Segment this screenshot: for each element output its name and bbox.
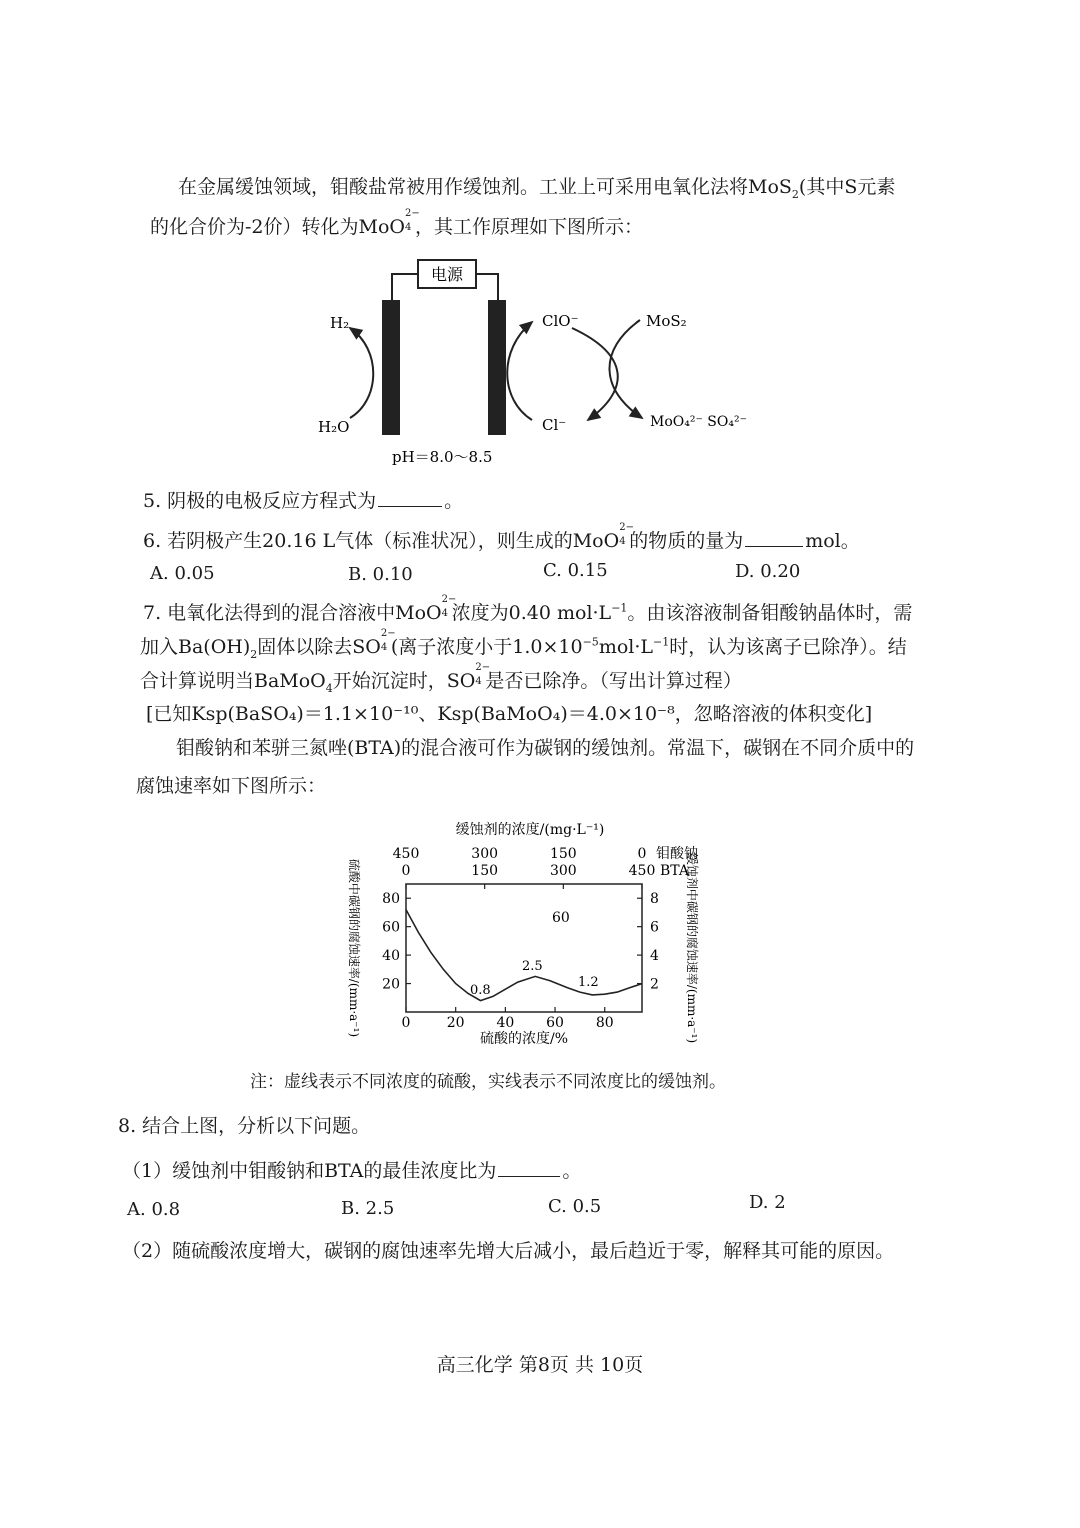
chart-title: 缓蚀剂的浓度/(mg·L⁻¹) xyxy=(455,822,605,838)
q8-option-c[interactable]: C. 0.5 xyxy=(548,1196,602,1217)
top-tick-bta-label: 300 xyxy=(549,863,577,879)
intro2-line-1: 钼酸钠和苯骈三氮唑(BTA)的混合液可作为碳钢的缓蚀剂。常温下，碳钢在不同介质中的 xyxy=(176,737,915,759)
top-tick-bta-label: 450 xyxy=(628,863,656,879)
annotation-1-2: 1.2 xyxy=(578,975,599,990)
question-8-title: 8. 结合上图，分析以下问题。 xyxy=(118,1115,371,1137)
top-tick-molybdate-label: 150 xyxy=(549,846,577,862)
q6-option-c[interactable]: C. 0.15 xyxy=(543,560,608,581)
mos2-to-products-arrow xyxy=(609,320,642,418)
corrosion-rate-chart xyxy=(330,818,750,1048)
bottom-tick-label: 80 xyxy=(595,1015,614,1031)
top-tick-bta-label: 150 xyxy=(471,863,499,879)
top-tick-molybdate-label: 300 xyxy=(471,846,499,862)
top-tick-molybdate-label: 450 xyxy=(392,846,420,862)
intro-line-1: 在金属缓蚀领域，钼酸盐常被用作缓蚀剂。工业上可采用电氧化法将MoS$_2$(其中S元素 xyxy=(178,176,896,201)
question-7-line-2: 加入$Ba(OH)_2$固体以除去SO 2− 4 (离子浓度小于$1.0\times 10^{-5}mol\cdot L^{-1}$时，认为该离子已除净）。结 xyxy=(140,628,907,661)
question-7-line-1: 7. 电氧化法得到的混合溶液中MoO 2− 4 浓度为0.40 $mol\cdot L^{-1}$。由该溶液制备钼酸钠晶体时，需 xyxy=(143,594,913,624)
wire-left xyxy=(392,274,418,300)
answer-blank-5[interactable] xyxy=(378,506,442,507)
q6-option-a[interactable]: A. 0.05 xyxy=(150,563,215,584)
products-label: MoO₄²⁻ SO₄²⁻ xyxy=(650,414,747,430)
question-7-line-4: [已知Ksp(BaSO₄)＝1.1×10⁻¹⁰、Ksp(BaMoO₄)＝4.0×10⁻⁸，忽略溶液的体积变化] xyxy=(146,703,873,725)
annotation-60: 60 xyxy=(552,910,570,926)
plot-frame xyxy=(406,884,642,1012)
clo-to-cl-arrow xyxy=(572,328,618,420)
right-tick-label: 6 xyxy=(650,919,659,936)
power-label: 电源 xyxy=(430,265,464,284)
wire-right xyxy=(476,274,498,300)
left-tick-label: 60 xyxy=(382,919,400,936)
clo-label: ClO⁻ xyxy=(542,312,579,330)
left-tick-label: 20 xyxy=(382,976,400,993)
question-5: 5. 阴极的电极反应方程式为 。 xyxy=(143,490,464,512)
question-8-sub2: （2）随硫酸浓度增大，碳钢的腐蚀速率先增大后减小，最后趋近于零，解释其可能的原因。 xyxy=(122,1240,895,1262)
top-tick-bta-label: 0 xyxy=(401,863,411,879)
cathode xyxy=(382,300,400,435)
q6-option-b[interactable]: B. 0.10 xyxy=(348,564,413,585)
answer-blank-8-1[interactable] xyxy=(498,1176,560,1177)
mos2-label: MoS₂ xyxy=(646,312,687,330)
question-6: 6. 若阴极产生20.16 L气体（标准状况），则生成的MoO 2− 4 的物质的量为 mol。 xyxy=(143,522,860,552)
top-axis-molybdate-label: 钼酸钠 xyxy=(656,846,698,862)
y-axis-left-label: 硫酸中碳钢的腐蚀速率/(mm·a⁻¹) xyxy=(347,858,361,1038)
x-axis-label: 硫酸的浓度/% xyxy=(479,1031,569,1047)
h2-label: H₂ xyxy=(330,314,350,332)
q6-option-d[interactable]: D. 0.20 xyxy=(735,561,801,582)
top-axis-bta-label: BTA xyxy=(660,863,689,879)
answer-blank-6[interactable] xyxy=(745,546,803,547)
annotation-0-8: 0.8 xyxy=(470,983,491,998)
anode xyxy=(488,300,506,435)
question-8-sub1: （1）缓蚀剂中钼酸钠和BTA的最佳浓度比为 。 xyxy=(122,1160,582,1182)
electrolysis-diagram xyxy=(310,250,790,470)
bottom-tick-label: 60 xyxy=(546,1015,564,1031)
bottom-tick-label: 20 xyxy=(446,1015,465,1031)
y-axis-right-label: 缓蚀剂中碳钢的腐蚀速率/(mm·a⁻¹) xyxy=(685,852,699,1044)
ph-label: pH＝8.0～8.5 xyxy=(392,448,493,466)
annotation-2-5: 2.5 xyxy=(522,959,543,974)
right-tick-label: 4 xyxy=(650,948,659,965)
page-footer: 高三化学 第8页 共 10页 xyxy=(436,1354,644,1376)
h2o-label: H₂O xyxy=(318,418,350,436)
left-tick-label: 40 xyxy=(382,948,400,965)
top-tick-molybdate-label: 0 xyxy=(637,846,647,862)
right-tick-label: 8 xyxy=(650,891,659,908)
chart-note: 注：虚线表示不同浓度的硫酸，实线表示不同浓度比的缓蚀剂。 xyxy=(250,1072,726,1092)
inhibitor-series-line xyxy=(406,910,642,1001)
left-tick-label: 80 xyxy=(382,891,400,908)
right-tick-label: 2 xyxy=(650,976,659,993)
intro2-line-2: 腐蚀速率如下图所示： xyxy=(136,775,327,797)
intro-line-2: 的化合价为-2价）转化为MoO 2− 4 ，其工作原理如下图所示： xyxy=(150,208,643,238)
question-7-line-3: 合计算说明当BaMoO$_4$开始沉淀时，SO 2− 4 是否已除净。（写出计算过程） xyxy=(140,662,742,695)
q8-option-a[interactable]: A. 0.8 xyxy=(127,1199,181,1220)
cl-label: Cl⁻ xyxy=(542,416,567,434)
bottom-tick-label: 0 xyxy=(401,1015,411,1031)
q8-option-d[interactable]: D. 2 xyxy=(749,1192,786,1213)
anode-arrow xyxy=(507,322,532,420)
cathode-arrow xyxy=(350,328,373,418)
bottom-tick-label: 40 xyxy=(496,1015,515,1031)
q8-option-b[interactable]: B. 2.5 xyxy=(341,1198,395,1219)
